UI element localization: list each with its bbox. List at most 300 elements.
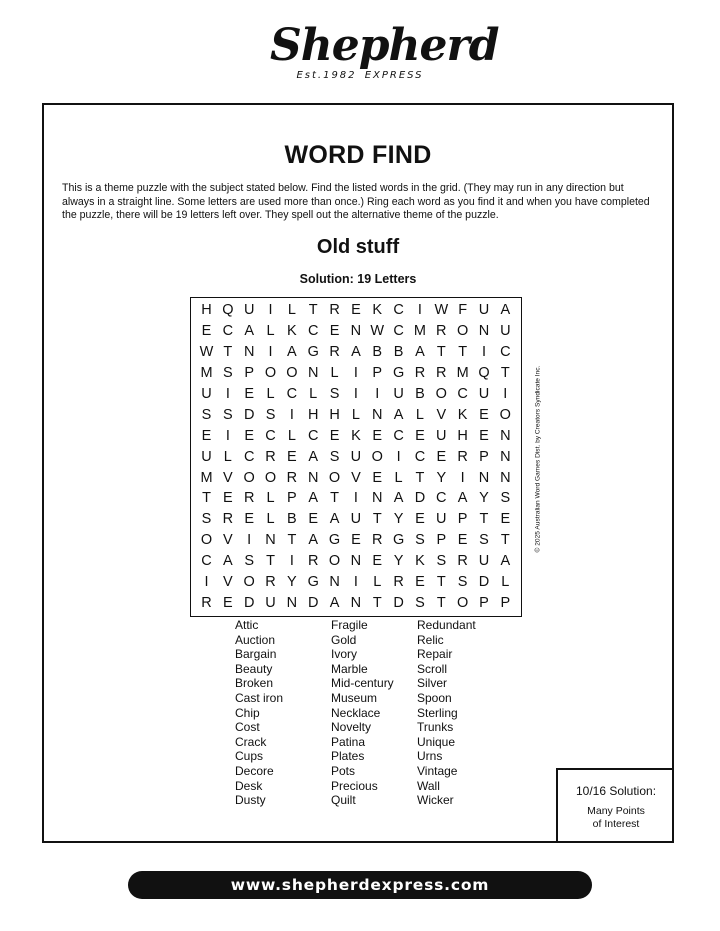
word-list-item: Plates	[331, 749, 365, 764]
grid-letter[interactable]: A	[351, 344, 361, 361]
grid-letter[interactable]: D	[414, 490, 426, 507]
grid-row	[197, 342, 515, 363]
grid-letter[interactable]: R	[329, 344, 340, 361]
word-list-item: Urns	[417, 749, 443, 764]
word-list-item: Decore	[235, 763, 274, 778]
grid-letter[interactable]: M	[200, 469, 213, 486]
word-list-item: Crack	[235, 734, 267, 749]
grid-letter[interactable]: V	[223, 532, 233, 549]
word-list-item: Cost	[235, 720, 260, 735]
grid-letter[interactable]: Q	[222, 302, 234, 319]
grid-letter[interactable]: R	[393, 574, 404, 591]
grid-letter[interactable]: A	[308, 490, 319, 507]
grid-letter[interactable]: C	[457, 386, 468, 402]
grid-letter[interactable]: S	[415, 594, 425, 611]
grid-letter[interactable]: I	[204, 574, 209, 591]
grid-letter[interactable]: E	[287, 448, 297, 465]
grid-letter[interactable]: M	[413, 323, 426, 340]
grid-letter[interactable]: N	[286, 594, 298, 611]
grid-letter[interactable]: I	[460, 469, 465, 486]
grid-letter[interactable]: I	[353, 574, 358, 591]
grid-letter[interactable]: N	[350, 323, 362, 340]
grid-letter[interactable]: O	[243, 574, 255, 591]
grid-letter[interactable]: T	[287, 532, 297, 549]
grid-letter[interactable]: U	[265, 594, 276, 611]
word-list-item: Scroll	[417, 661, 448, 676]
grid-letter[interactable]: E	[479, 406, 489, 423]
grid-letter[interactable]: A	[500, 302, 511, 319]
grid-row	[197, 530, 515, 551]
grid-letter[interactable]: K	[351, 427, 361, 444]
grid-letter[interactable]: C	[201, 553, 212, 570]
grid-row	[197, 551, 515, 572]
grid-letter[interactable]: U	[350, 511, 362, 528]
grid-letter[interactable]: N	[350, 594, 362, 611]
grid-letter[interactable]: E	[500, 511, 511, 528]
grid-letter[interactable]: T	[372, 511, 382, 528]
grid-letter[interactable]: S	[415, 532, 425, 549]
grid-letter[interactable]: N	[500, 469, 511, 486]
grid-letter[interactable]: K	[415, 553, 425, 570]
word-list-item: Gold	[331, 632, 357, 647]
grid-letter[interactable]: I	[417, 302, 422, 319]
word-list-item: Mid-century	[331, 676, 394, 691]
grid-letter[interactable]: E	[223, 594, 233, 611]
grid-letter[interactable]: L	[266, 490, 275, 507]
grid-letter[interactable]: D	[243, 406, 255, 423]
grid-letter[interactable]: T	[500, 365, 510, 382]
grid-letter[interactable]: W	[370, 323, 385, 340]
grid-letter[interactable]: S	[244, 553, 255, 570]
grid-letter[interactable]: K	[457, 406, 468, 423]
word-list-item: Vintage	[417, 763, 458, 778]
grid-letter[interactable]: S	[457, 574, 468, 591]
grid-letter[interactable]: C	[222, 323, 234, 340]
grid-letter[interactable]: B	[372, 344, 383, 361]
grid-letter[interactable]: R	[243, 490, 255, 507]
grid-letter[interactable]: E	[415, 427, 425, 444]
grid-letter[interactable]: R	[286, 469, 298, 486]
grid-letter[interactable]: O	[264, 365, 277, 382]
grid-letter[interactable]: N	[329, 574, 340, 591]
grid-letter[interactable]: U	[350, 448, 362, 465]
grid-letter[interactable]: N	[372, 406, 383, 423]
word-list-item: Fragile	[331, 618, 368, 632]
grid-letter[interactable]: P	[479, 594, 489, 611]
grid-letter[interactable]: O	[264, 469, 277, 486]
grid-letter[interactable]: I	[353, 365, 358, 382]
word-list-item: Quilt	[331, 793, 356, 808]
word-list-item: Wall	[417, 778, 440, 793]
grid-letter[interactable]: U	[243, 302, 255, 319]
grid-letter[interactable]: O	[328, 469, 341, 486]
grid-letter[interactable]: C	[393, 302, 404, 319]
grid-letter[interactable]: I	[353, 386, 358, 402]
puzzle-instructions: This is a theme puzzle with the subject stated below. Find the listed words in the grid. (They may run in any direction but always in a straight line. Some letters are used more than once.) Ring each word as you find it and when you have completed the puzzle, there will be 19 letters left over. They spell out the alternative theme of the puzzle.	[62, 182, 650, 221]
grid-letter[interactable]: P	[436, 532, 447, 549]
grid-letter[interactable]: E	[329, 323, 340, 340]
word-list-item: Cast iron	[235, 690, 284, 705]
grid-letter[interactable]: E	[201, 427, 212, 444]
grid-letter[interactable]: W	[434, 302, 449, 319]
grid-letter[interactable]: T	[415, 469, 425, 486]
grid-letter[interactable]: N	[478, 469, 490, 486]
grid-letter[interactable]: N	[500, 448, 511, 465]
grid-letter[interactable]: R	[414, 365, 426, 382]
grid-letter[interactable]: T	[266, 553, 275, 570]
grid-letter[interactable]: A	[500, 553, 511, 570]
grid-letter[interactable]: I	[225, 386, 230, 402]
grid-letter[interactable]: O	[499, 406, 511, 423]
grid-letter[interactable]: Y	[393, 511, 404, 528]
grid-letter[interactable]: U	[500, 323, 511, 340]
grid-letter[interactable]: G	[307, 344, 319, 361]
grid-letter[interactable]: C	[265, 427, 276, 444]
grid-letter[interactable]: C	[414, 448, 426, 465]
word-list-item: Sterling	[417, 705, 458, 720]
word-list-item: Wicker	[417, 793, 454, 808]
grid-row	[197, 488, 515, 509]
grid-letter[interactable]: E	[415, 511, 425, 528]
grid-letter[interactable]: H	[201, 302, 212, 319]
grid-row	[197, 467, 515, 488]
grid-letter[interactable]: C	[307, 427, 319, 444]
grid-letter[interactable]: T	[308, 302, 318, 319]
grid-letter[interactable]: T	[372, 594, 382, 611]
grid-letter[interactable]: U	[201, 448, 212, 465]
word-column	[417, 618, 513, 808]
grid-letter[interactable]: N	[372, 490, 383, 507]
letter-grid	[190, 297, 522, 617]
grid-letter[interactable]: D	[307, 594, 319, 611]
grid-letter[interactable]: A	[308, 448, 319, 465]
grid-letter[interactable]: E	[372, 427, 383, 444]
word-column	[235, 618, 331, 808]
word-list-item: Dusty	[235, 793, 266, 808]
grid-letter[interactable]: N	[478, 323, 490, 340]
grid-letter[interactable]: U	[436, 511, 447, 528]
grid-letter[interactable]: R	[372, 532, 383, 549]
grid-letter[interactable]: S	[223, 406, 233, 423]
grid-letter[interactable]: L	[330, 365, 339, 382]
puzzle-theme: Old stuff	[316, 236, 400, 258]
grid-letter[interactable]: K	[287, 323, 297, 340]
grid-letter[interactable]: E	[244, 511, 255, 528]
grid-letter[interactable]: C	[286, 386, 298, 402]
logo-established: Est.1982	[296, 70, 357, 81]
grid-letter[interactable]: N	[265, 532, 276, 549]
grid-letter[interactable]: A	[415, 344, 425, 361]
previous-solution-line: of Interest	[592, 818, 640, 830]
copyright-notice	[532, 357, 544, 562]
grid-letter[interactable]: U	[393, 386, 404, 402]
grid-letter[interactable]: L	[351, 406, 360, 423]
grid-letter[interactable]: Y	[436, 469, 447, 486]
grid-letter[interactable]: N	[307, 365, 319, 382]
grid-letter[interactable]: I	[396, 448, 401, 465]
grid-letter[interactable]: L	[309, 386, 318, 402]
grid-letter[interactable]: G	[307, 574, 319, 591]
grid-letter[interactable]: U	[478, 302, 490, 319]
grid-row	[197, 363, 515, 384]
word-list-item: Spoon	[417, 690, 452, 705]
grid-letter[interactable]: O	[328, 553, 341, 570]
grid-letter[interactable]: R	[457, 448, 468, 465]
grid-letter[interactable]: L	[415, 406, 424, 423]
grid-letter[interactable]: C	[393, 427, 404, 444]
copyright-text: © 2025 Australian Word Games Dist. by Creators Syndicate Inc.	[534, 365, 542, 553]
grid-letter[interactable]: B	[393, 344, 404, 361]
word-list-item: Precious	[331, 778, 378, 793]
word-list-item: Attic	[235, 618, 259, 632]
grid-letter[interactable]: C	[500, 344, 511, 361]
grid-letter[interactable]: R	[329, 302, 340, 319]
word-list-item: Broken	[235, 676, 274, 691]
grid-letter[interactable]: U	[201, 386, 212, 402]
grid-letter[interactable]: R	[436, 323, 447, 340]
logo-subline	[270, 70, 450, 81]
grid-letter[interactable]: O	[286, 365, 298, 382]
grid-letter[interactable]: O	[435, 386, 447, 402]
previous-solution-label: 10/16 Solution:	[575, 784, 657, 798]
grid-letter[interactable]: Y	[287, 574, 297, 591]
grid-letter[interactable]: C	[307, 323, 319, 340]
grid-letter[interactable]: I	[503, 386, 508, 402]
word-list-item: Desk	[235, 778, 263, 793]
word-list-item: Auction	[235, 632, 276, 647]
grid-letter[interactable]: I	[225, 427, 230, 444]
grid-letter[interactable]: N	[500, 427, 511, 444]
grid-letter[interactable]: B	[287, 511, 297, 528]
grid-letter[interactable]: A	[393, 490, 404, 507]
grid-letter[interactable]: S	[223, 365, 233, 382]
word-column	[331, 618, 417, 808]
grid-letter[interactable]: T	[436, 594, 446, 611]
grid-letter[interactable]: E	[351, 302, 361, 319]
grid-letter[interactable]: S	[500, 490, 511, 507]
previous-solution-answer	[558, 805, 674, 831]
grid-letter[interactable]: R	[222, 511, 234, 528]
word-list-item: Redundant	[417, 618, 476, 632]
grid-letter[interactable]: G	[392, 532, 405, 549]
grid-letter[interactable]: G	[392, 365, 405, 382]
word-list-item: Novelty	[331, 720, 372, 735]
grid-letter[interactable]: S	[265, 406, 276, 423]
grid-letter[interactable]: V	[223, 469, 233, 486]
grid-letter[interactable]: I	[289, 406, 294, 423]
solution-letter-count: Solution: 19 Letters	[299, 272, 417, 286]
logo-brand: Shepherd	[270, 20, 499, 71]
grid-letter[interactable]: T	[500, 532, 510, 549]
grid-letter[interactable]: L	[287, 427, 296, 444]
grid-letter[interactable]: R	[436, 365, 447, 382]
grid-letter[interactable]: A	[329, 594, 340, 611]
grid-letter[interactable]: Y	[479, 490, 489, 507]
grid-letter[interactable]: R	[265, 448, 276, 465]
grid-letter[interactable]: H	[329, 406, 340, 423]
grid-letter[interactable]: V	[223, 574, 233, 591]
grid-letter[interactable]: P	[479, 448, 489, 465]
grid-letter[interactable]: L	[394, 469, 403, 486]
grid-letter[interactable]: T	[223, 344, 233, 361]
word-list-item: Necklace	[331, 705, 381, 720]
grid-letter[interactable]: A	[457, 490, 468, 507]
word-list-item: Cups	[235, 749, 264, 764]
word-list-item: Silver	[417, 676, 448, 691]
grid-letter[interactable]: I	[375, 386, 380, 402]
grid-letter[interactable]: R	[307, 553, 319, 570]
grid-letter[interactable]: F	[458, 302, 468, 319]
grid-letter[interactable]: S	[329, 386, 340, 402]
grid-letter[interactable]: P	[457, 511, 468, 528]
grid-letter[interactable]: A	[244, 323, 255, 340]
grid-row	[197, 446, 515, 467]
grid-letter[interactable]: N	[307, 469, 319, 486]
grid-letter[interactable]: C	[243, 448, 255, 465]
grid-letter[interactable]: M	[200, 365, 213, 382]
grid-letter[interactable]: L	[501, 574, 510, 591]
grid-letter[interactable]: E	[308, 511, 319, 528]
grid-letter[interactable]: E	[201, 323, 212, 340]
word-list-item: Marble	[331, 661, 368, 676]
grid-letter[interactable]: S	[329, 448, 340, 465]
grid-letter[interactable]: H	[307, 406, 319, 423]
grid-letter[interactable]: A	[287, 344, 297, 361]
grid-letter[interactable]: L	[223, 448, 232, 465]
word-list	[235, 618, 513, 808]
grid-letter[interactable]: L	[266, 511, 275, 528]
grid-letter[interactable]: C	[393, 323, 404, 340]
grid-letter[interactable]: T	[458, 344, 468, 361]
grid-letter[interactable]: M	[456, 365, 469, 382]
grid-letter[interactable]: L	[373, 574, 382, 591]
grid-letter[interactable]: N	[350, 553, 362, 570]
grid-letter[interactable]: D	[243, 594, 255, 611]
grid-letter[interactable]: E	[329, 427, 340, 444]
grid-letter[interactable]: S	[436, 553, 447, 570]
grid-letter[interactable]: P	[287, 490, 297, 507]
grid-row	[197, 321, 515, 342]
grid-letter[interactable]: E	[223, 490, 233, 507]
previous-solution-line: Many Points	[587, 805, 645, 817]
word-list-item: Relic	[417, 632, 444, 647]
grid-row	[197, 384, 515, 405]
grid-letter[interactable]: N	[243, 344, 255, 361]
grid-letter[interactable]: T	[436, 344, 446, 361]
grid-letter[interactable]: I	[247, 532, 252, 549]
grid-letter[interactable]: A	[223, 553, 233, 570]
grid-letter[interactable]: E	[244, 386, 255, 402]
grid-letter[interactable]: E	[351, 532, 361, 549]
grid-letter[interactable]: H	[457, 427, 468, 444]
grid-letter[interactable]: O	[243, 469, 255, 486]
grid-letter[interactable]: O	[456, 594, 469, 611]
grid-letter[interactable]: E	[479, 427, 489, 444]
word-list-item: Patina	[331, 734, 366, 749]
grid-letter[interactable]: Y	[393, 553, 404, 570]
grid-row	[197, 300, 515, 321]
grid-letter[interactable]: R	[457, 553, 468, 570]
grid-letter[interactable]: S	[201, 406, 212, 423]
word-list-item: Ivory	[331, 647, 358, 662]
grid-letter[interactable]: G	[328, 532, 341, 549]
website-link[interactable]: www.shepherdexpress.com	[128, 871, 592, 899]
grid-letter[interactable]: P	[500, 594, 511, 611]
grid-letter[interactable]: R	[265, 574, 276, 591]
grid-letter[interactable]: B	[415, 386, 425, 402]
grid-letter[interactable]: C	[436, 490, 447, 507]
grid-letter[interactable]: I	[481, 344, 486, 361]
grid-letter[interactable]: K	[372, 302, 383, 319]
grid-letter[interactable]: O	[200, 532, 213, 549]
grid-letter[interactable]: P	[244, 365, 255, 382]
grid-letter[interactable]: S	[479, 532, 489, 549]
grid-letter[interactable]: A	[329, 511, 340, 528]
grid-letter[interactable]: O	[371, 448, 383, 465]
grid-letter[interactable]: E	[436, 448, 447, 465]
grid-letter[interactable]: E	[372, 469, 383, 486]
grid-letter[interactable]: T	[479, 511, 489, 528]
grid-row	[197, 592, 515, 613]
grid-letter[interactable]: V	[351, 469, 361, 486]
grid-letter[interactable]: S	[201, 511, 212, 528]
grid-letter[interactable]: U	[478, 386, 490, 402]
grid-letter[interactable]: P	[372, 365, 383, 382]
grid-letter[interactable]: L	[266, 323, 275, 340]
grid-letter[interactable]: U	[436, 427, 447, 444]
grid-letter[interactable]: O	[456, 323, 469, 340]
grid-letter[interactable]: E	[457, 532, 468, 549]
grid-row	[197, 509, 515, 530]
grid-letter[interactable]: I	[353, 490, 358, 507]
grid-letter[interactable]: T	[436, 574, 446, 591]
grid-letter[interactable]: L	[266, 386, 275, 402]
grid-letter[interactable]: A	[393, 406, 404, 423]
grid-letter[interactable]: D	[393, 594, 404, 611]
grid-letter[interactable]: D	[478, 574, 490, 591]
grid-letter[interactable]: W	[199, 344, 214, 361]
grid-letter[interactable]: T	[202, 490, 211, 507]
grid-letter[interactable]: Q	[478, 365, 490, 382]
puzzle-title: WORD FIND	[284, 141, 432, 169]
grid-row	[197, 425, 515, 446]
grid-row	[197, 404, 515, 425]
logo-tagline: EXPRESS	[364, 70, 424, 81]
grid-row	[197, 572, 515, 593]
word-list-item: Pots	[331, 763, 356, 778]
grid-letter[interactable]: U	[478, 553, 490, 570]
grid-letter[interactable]: L	[287, 302, 296, 319]
previous-solution-box	[556, 768, 674, 843]
grid-letter[interactable]: A	[308, 532, 319, 549]
masthead	[0, 22, 720, 91]
grid-letter[interactable]: I	[268, 302, 273, 319]
grid-letter[interactable]: E	[415, 574, 425, 591]
grid-letter[interactable]: V	[436, 406, 447, 423]
word-list-item: Trunks	[417, 720, 454, 735]
word-list-item: Chip	[235, 705, 260, 720]
word-list-item: Bargain	[235, 647, 277, 662]
grid-letter[interactable]: I	[268, 344, 273, 361]
puzzle-frame	[42, 103, 674, 843]
grid-letter[interactable]: I	[289, 553, 294, 570]
grid-letter[interactable]: E	[372, 553, 383, 570]
grid-letter[interactable]: T	[330, 490, 339, 507]
grid-letter[interactable]: R	[201, 594, 212, 611]
word-list-item: Unique	[417, 734, 456, 749]
grid-letter[interactable]: E	[244, 427, 255, 444]
shepherd-express-logo	[270, 20, 499, 86]
